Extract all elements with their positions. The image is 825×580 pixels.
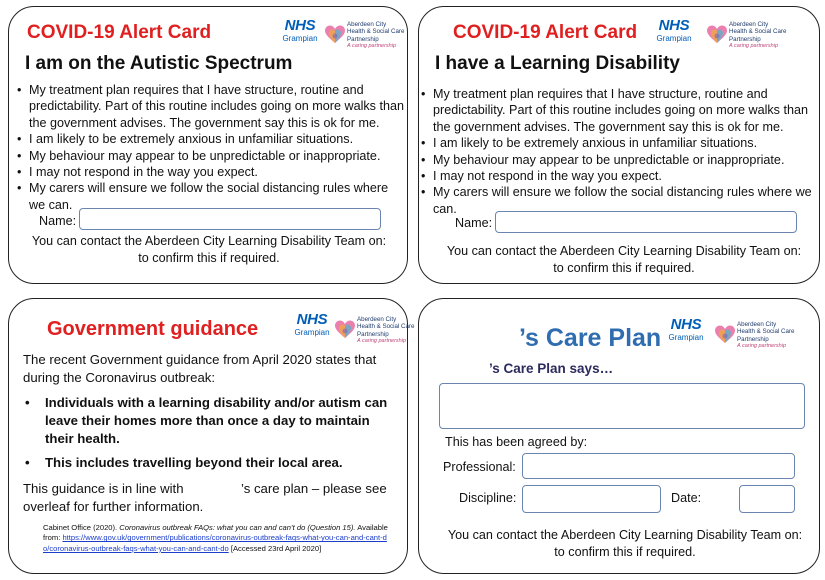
name-label: Name:	[39, 214, 77, 228]
partnership-logo	[707, 19, 787, 53]
nhs-logo-mark: NHS	[658, 17, 690, 34]
nhs-logo-region: Grampian	[656, 34, 692, 43]
contact-line: You can contact the Aberdeen City Learning Disability Team on:	[447, 528, 803, 542]
nhs-logo-region: Grampian	[294, 328, 330, 337]
partnership-tagline: A caring partnership	[737, 343, 787, 349]
contact-info	[9, 233, 409, 266]
contact-line: to confirm this if required.	[138, 250, 280, 265]
partnership-name	[737, 321, 795, 343]
statement-list	[421, 86, 817, 217]
partnership-logo	[325, 19, 405, 53]
list-item: • I am likely to be extremely anxious in unfamiliar situations.	[421, 135, 817, 151]
heart-icon	[707, 25, 727, 45]
list-item: • My behaviour may appear to be unpredictable or inappropriate.	[17, 148, 405, 164]
care-plan-title: ’s Care Plan	[519, 324, 662, 352]
guidance-list	[23, 394, 399, 478]
nhs-grampian-logo	[663, 316, 709, 342]
partnership-line: Health & Social Care	[357, 323, 415, 331]
nhs-logo-mark: NHS	[284, 17, 316, 34]
partnership-name	[357, 316, 415, 338]
partnership-line: Aberdeen City	[737, 321, 777, 328]
partnership-tagline: A caring partnership	[347, 43, 397, 49]
card-title: COVID-19 Alert Card	[27, 22, 212, 43]
card-subtitle: I am on the Autistic Spectrum	[25, 53, 293, 74]
list-item: • My treatment plan requires that I have structure, routine and predictability. Part of this routine includes going on more walks than the government advises. The government say this is ok for me.	[17, 82, 405, 131]
alert-card-autism	[8, 6, 408, 284]
citation-accessed: [Accessed 23rd April 2020]	[230, 543, 322, 553]
note-end: ’s care plan – please see	[241, 481, 387, 496]
partnership-line: Health & Social Care	[347, 28, 405, 36]
contact-line: You can contact the Aberdeen City Learning Disability Team on:	[31, 234, 387, 248]
partnership-line: Partnership	[357, 330, 389, 338]
partnership-tagline: A caring partnership	[729, 43, 779, 49]
professional-label: Professional:	[443, 460, 516, 474]
statement-list	[17, 82, 405, 213]
name-input[interactable]	[79, 208, 381, 230]
contact-info	[431, 243, 817, 276]
partnership-line: Health & Social Care	[729, 28, 787, 36]
contact-info	[433, 527, 817, 560]
card-title: Government guidance	[47, 318, 259, 340]
professional-input[interactable]	[522, 453, 795, 479]
citation-author: Cabinet Office (2020).	[43, 523, 118, 532]
heart-icon	[335, 320, 355, 340]
card-title: COVID-19 Alert Card	[453, 22, 638, 43]
partnership-line: Aberdeen City	[729, 21, 769, 28]
nhs-logo-mark: NHS	[296, 311, 328, 328]
list-item: • My behaviour may appear to be unpredictable or inappropriate.	[421, 152, 817, 168]
citation-title: Coronavirus outbreak FAQs: what you can and can’t do (Question 15).	[119, 523, 356, 532]
nhs-grampian-logo	[651, 17, 697, 43]
care-plan-note	[23, 480, 399, 515]
nhs-logo-region: Grampian	[668, 333, 704, 342]
partnership-logo	[335, 314, 415, 348]
citation-available: Available from:	[43, 523, 388, 543]
note-next: overleaf for further information.	[23, 498, 204, 514]
care-plan-input[interactable]	[439, 383, 805, 429]
list-item: • Individuals with a learning disability and/or autism can leave their homes more than once a day to maintain their health.	[23, 394, 399, 448]
partnership-tagline: A caring partnership	[357, 338, 407, 344]
partnership-name	[729, 21, 787, 43]
heart-icon	[715, 325, 735, 345]
discipline-label: Discipline:	[459, 491, 517, 505]
list-item: • My carers will ensure we follow the social distancing rules where we can.	[421, 184, 817, 217]
care-plan-card	[418, 298, 820, 574]
discipline-input[interactable]	[522, 485, 661, 513]
alert-card-learning-disability	[418, 6, 820, 284]
list-item: • I am likely to be extremely anxious in unfamiliar situations.	[17, 131, 405, 147]
nhs-grampian-logo	[277, 17, 323, 43]
partnership-line: Health & Social Care	[737, 328, 795, 336]
partnership-line: Aberdeen City	[347, 21, 387, 28]
nhs-logo-region: Grampian	[282, 34, 318, 43]
date-input[interactable]	[739, 485, 795, 513]
care-plan-subtitle: ’s Care Plan says…	[489, 361, 614, 376]
government-guidance-card	[8, 298, 415, 574]
note-start: This guidance is in line with	[23, 481, 184, 496]
partnership-name	[347, 21, 405, 43]
list-item: • My carers will ensure we follow the social distancing rules where we can.	[17, 180, 405, 213]
citation	[43, 523, 389, 554]
partnership-line: Partnership	[347, 35, 379, 43]
partnership-line: Partnership	[729, 35, 761, 43]
list-item: • I may not respond in the way you expect.	[17, 164, 405, 180]
nhs-logo-mark: NHS	[670, 316, 702, 333]
nhs-grampian-logo	[289, 311, 335, 337]
name-input[interactable]	[495, 211, 797, 233]
list-item: • I may not respond in the way you expect.	[421, 168, 817, 184]
contact-line: to confirm this if required.	[553, 260, 695, 275]
card-subtitle: I have a Learning Disability	[435, 53, 680, 74]
name-label: Name:	[455, 216, 493, 230]
agreed-by-label: This has been agreed by:	[445, 435, 588, 449]
list-item: • This includes travelling beyond their local area.	[23, 454, 399, 472]
guidance-intro: The recent Government guidance from April 2020 states that during the Coronavirus outbreak:	[23, 352, 377, 385]
date-label: Date:	[671, 491, 702, 505]
list-item: • My treatment plan requires that I have structure, routine and predictability. Part of this routine includes going on more walks than the government advises. The government say this is ok for me.	[421, 86, 817, 135]
partnership-logo	[715, 319, 795, 353]
contact-line: to confirm this if required.	[554, 544, 696, 559]
partnership-line: Partnership	[737, 335, 769, 343]
contact-line: You can contact the Aberdeen City Learning Disability Team on:	[446, 244, 802, 258]
partnership-line: Aberdeen City	[357, 316, 397, 323]
heart-icon	[325, 25, 345, 45]
citation-link[interactable]: https://www.gov.uk/government/publications/coronavirus-outbreak-faqs-what-you-can-and-cant-do/coronavirus-outbreak-faqs-what-you-can-and-cant-do	[43, 533, 387, 553]
